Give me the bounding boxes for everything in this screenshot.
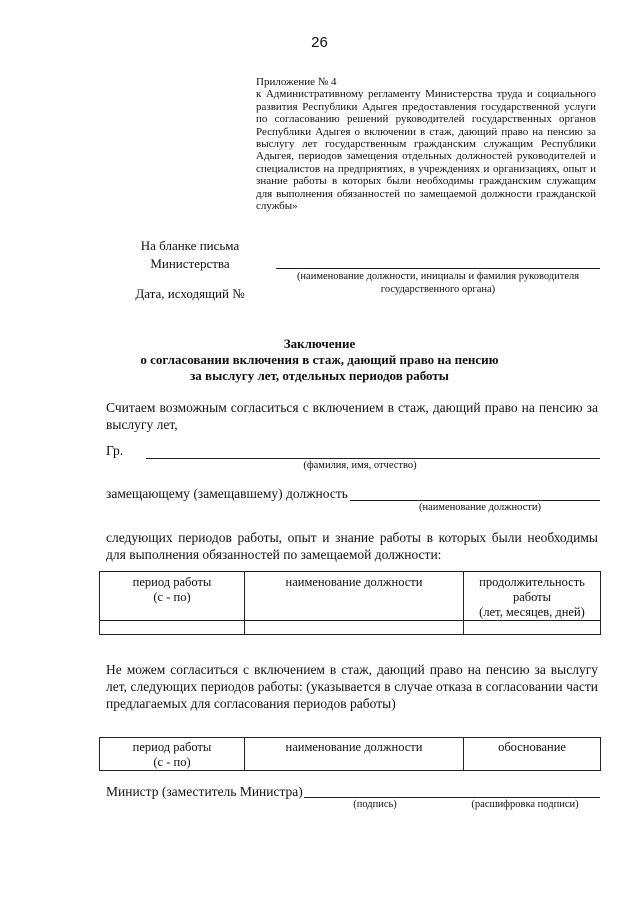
periods-table xyxy=(99,571,601,635)
signature-decode-caption: (расшифровка подписи) xyxy=(471,799,579,810)
table1-header-duration: продолжительность работы (лет, месяцев, дней) xyxy=(464,572,601,621)
periods-paragraph: следующих периодов работы, опыт и знание работы в которых были необходимы для выполнения обязанностей по замещаемой должности: xyxy=(106,530,598,562)
refuse-paragraph: Не можем согласиться с включением в стаж, дающий право на пенсию за выслугу лет, следующих периодов работы: (указывается в случае отказа в согласовании части предлагаемых для согласования периодов работы) xyxy=(106,662,598,711)
citizen-caption: (фамилия, имя, отчество) xyxy=(303,460,417,471)
table-row xyxy=(100,738,601,771)
official-caption-line2: государственного органа) xyxy=(380,284,496,295)
table1-cell-duration xyxy=(464,621,601,635)
table-row xyxy=(100,621,601,635)
heading-line2: о согласовании включения в стаж, дающий право на пенсию xyxy=(140,352,499,367)
table1-cell-period xyxy=(100,621,245,635)
table1-header-position: наименование должности xyxy=(245,572,464,621)
position-line xyxy=(350,500,600,501)
signature-line xyxy=(304,797,600,798)
date-number-label: Дата, исходящий № xyxy=(135,286,245,301)
appendix-text: к Административному регламенту Министерства труда и социального развития Республики Адыгея предоставления государственной услуги по согласованию решений руководителей государственных органов Республики Адыгея о включении в стаж, дающий право на пенсию за выслугу лет государственным гражданским служащим Республики Адыгея, периодов замещения отдельных должностей руководителей и специалистов на предприятиях, в учреждениях и организациях, опыт и знание работы в которых были необходимы гражданским служащим для выполнения обязанностей по замещаемой должности гражданской службы» xyxy=(256,88,596,213)
page-number: 26 xyxy=(311,34,328,51)
heading-title: Заключение xyxy=(283,336,356,351)
citizen-name-line xyxy=(146,458,600,459)
refused-periods-table xyxy=(99,737,601,771)
position-caption: (наименование должности) xyxy=(418,502,542,513)
official-caption-line1: (наименование должности, инициалы и фамилия руководителя xyxy=(296,271,580,282)
table2-header-position: наименование должности xyxy=(245,738,464,771)
heading-line3: за выслугу лет, отдельных периодов работы xyxy=(190,368,449,383)
letterhead-line1: На бланке письма xyxy=(140,238,240,253)
signatory-label: Министр (заместитель Министра) xyxy=(106,784,303,799)
table2-header-reason: обоснование xyxy=(464,738,601,771)
table-row xyxy=(100,572,601,621)
signature-caption: (подпись) xyxy=(353,799,397,810)
position-label: замещающему (замещавшему) должность xyxy=(106,486,348,501)
table1-cell-position xyxy=(245,621,464,635)
table2-header-period: период работы (с - по) xyxy=(100,738,245,771)
appendix-title: Приложение № 4 xyxy=(256,76,337,88)
appendix-block xyxy=(256,76,596,212)
table1-header-period: период работы (с - по) xyxy=(100,572,245,621)
letterhead-line2: Министерства xyxy=(150,256,230,271)
consider-paragraph: Считаем возможным согласиться с включением в стаж, дающий право на пенсию за выслугу лет, xyxy=(106,400,598,432)
citizen-label: Гр. xyxy=(106,443,124,458)
official-name-line xyxy=(276,268,600,269)
